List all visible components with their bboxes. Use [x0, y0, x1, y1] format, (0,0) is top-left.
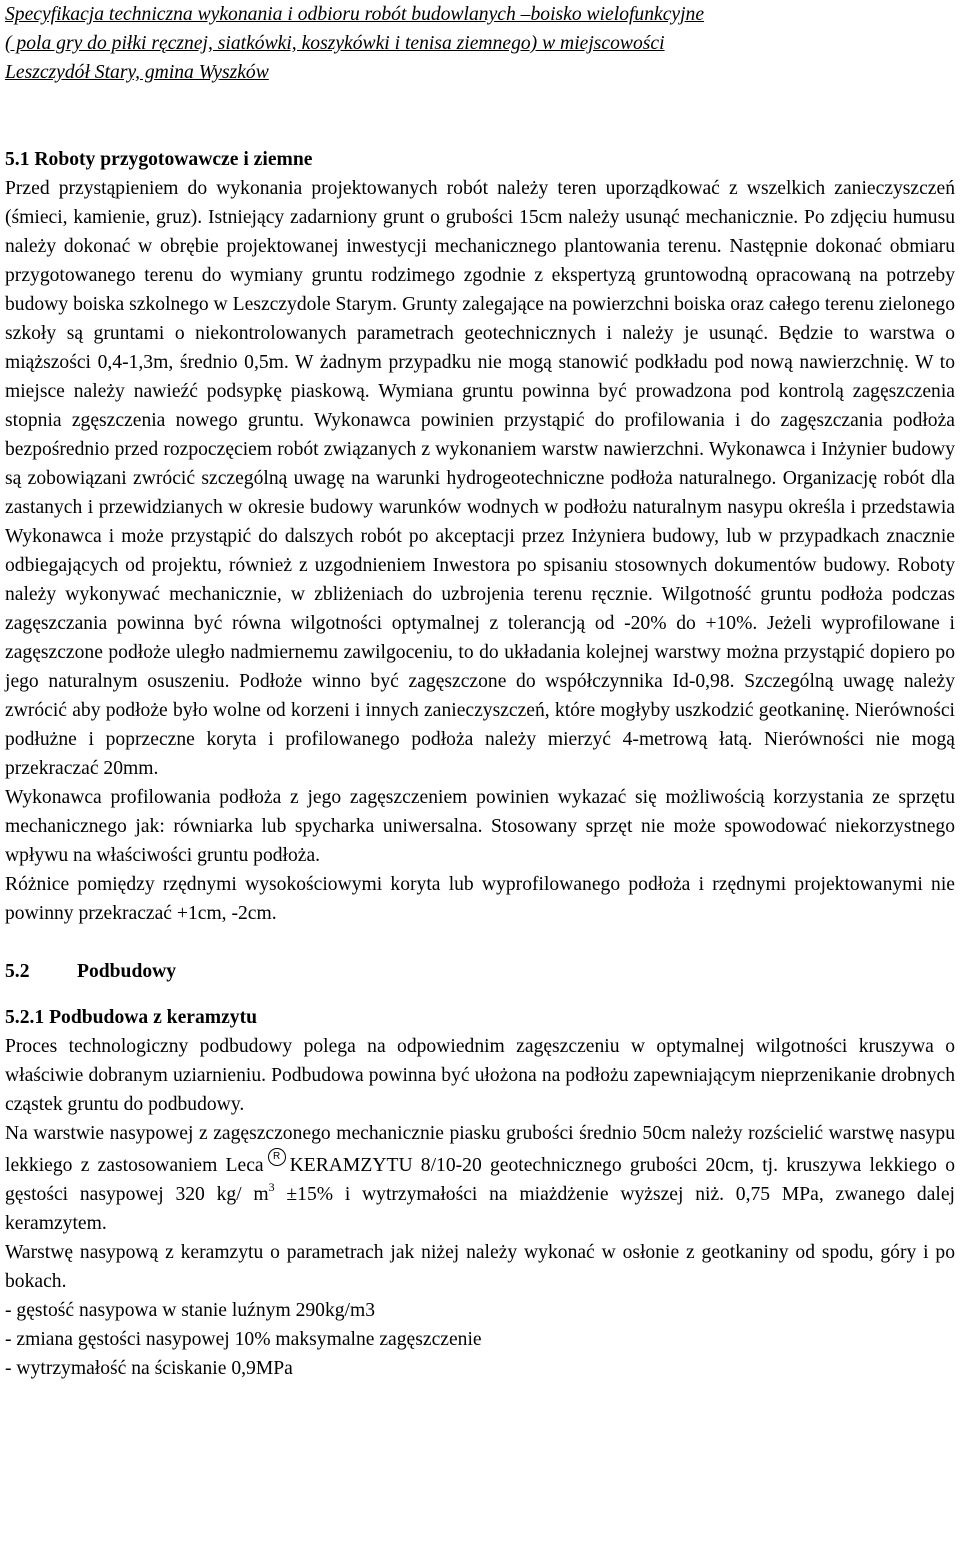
- header-line-3: Leszczydół Stary, gmina Wyszków: [5, 62, 269, 83]
- paragraph-2-part-b: KERAMZYTU 8/10-20 geotechnicznego grubości 20cm, tj. kruszywa lekkiego o gęstości nasypowej 320 kg/ m: [5, 1155, 955, 1205]
- document-page: [5, 0, 955, 1383]
- header-line-1: Specyfikacja techniczna wykonania i odbioru robót budowlanych –boisko wielofunkcyjne: [5, 4, 705, 25]
- section-5-2-1-paragraph-2: [5, 1119, 955, 1238]
- registered-mark-icon: R: [268, 1148, 286, 1166]
- section-5-2-1-heading: 5.2.1 Podbudowa z keramzytu: [5, 1007, 258, 1028]
- section-5-1-paragraph-3: Różnice pomiędzy rzędnymi wysokościowymi koryta lub wyprofilowanego podłoża i rzędnymi projektowanymi nie powinny przekraczać +1cm, -2cm.: [5, 874, 955, 924]
- paragraph-2-part-a: Na warstwie nasypowej z zagęszczonego mechanicznie piasku grubości średnio 50cm należy rozścielić warstwę nasypu lekkiego z zastosowaniem Leca: [5, 1123, 955, 1176]
- section-5-2-number: 5.2: [5, 961, 30, 982]
- document-header: [5, 0, 955, 87]
- section-5-2-heading: [5, 957, 955, 986]
- header-line-2: ( pola gry do piłki ręcznej, siatkówki, koszykówki i tenisa ziemnego) w miejscowości: [5, 33, 665, 54]
- section-5-2-1-paragraph-3: Warstwę nasypową z keramzytu o parametrach jak niżej należy wykonać w osłonie z geotkaniny od spodu, góry i po bokach.: [5, 1242, 955, 1292]
- list-item: - wytrzymałość na ściskanie 0,9MPa: [5, 1358, 293, 1379]
- section-5-1-paragraph-2: Wykonawca profilowania podłoża z jego zagęszczeniem powinien wykazać się możliwością korzystania ze sprzętu mechanicznego jak: równiarka lub spycharka uniwersalna. Stosowany sprzęt nie może spowodować niekorzystnego wpływu na właściwości gruntu podłoża.: [5, 787, 955, 866]
- list-item: - zmiana gęstości nasypowej 10% maksymalne zagęszczenie: [5, 1329, 482, 1350]
- section-5-1-heading: 5.1 Roboty przygotowawcze i ziemne: [5, 149, 313, 170]
- section-5-2-1-paragraph-1: Proces technologiczny podbudowy polega na odpowiednim zagęszczeniu w optymalnej wilgotności kruszywa o właściwie dobranym uziarnieniu. Podbudowa powinna być ułożona na podłożu zapewniającym nieprzenikanie drobnych cząstek gruntu do podbudowy.: [5, 1036, 955, 1115]
- section-5-1-paragraph-1: Przed przystąpieniem do wykonania projektowanych robót należy teren uporządkować z wszelkich zanieczyszczeń (śmieci, kamienie, gruz). Istniejący zadarniony grunt o grubości 15cm należy usunąć mechanicznie. Po zdjęciu humusu należy dokonać w obrębie projektowanej inwestycji mechanicznego plantowania terenu. Następnie dokonać obmiaru przygotowanego terenu do wymiany gruntu rodzimego zgodnie z ekspertyzą gruntowodną opracowaną na potrzeby budowy boiska szkolnego w Leszczydole Starym. Grunty zalegające na powierzchni boiska oraz całego terenu zielonego szkoły są gruntami o niekontrolowanych parametrach geotechnicznych i należy je usunąć. Będzie to warstwa o miąższości 0,4-1,3m, średnio 0,5m. W żadnym przypadku nie mogą stanowić podkładu pod nową nawierzchnię. W to miejsce należy nawieźć podsypkę piaskową. Wymiana gruntu powinna być prowadzona pod kontrolą zagęszczenia stopnia zgęszczenia nowego gruntu. Wykonawca powinien przystąpić do profilowania i do zagęszczania podłoża bezpośrednio przed rozpoczęciem robót związanych z wykonaniem warstw nawierzchni. Wykonawca i Inżynier budowy są zobowiązani zwrócić szczególną uwagę na warunki hydrogeotechniczne podłoża naturalnego. Organizację robót dla zastanych i przewidzianych w okresie budowy warunków wodnych w podłożu naturalnym nasypu określa i przedstawia Wykonawca i może przystąpić do dalszych robót po akceptacji przez Inżyniera budowy, lub w przypadkach znacznie odbiegających od projektu, również z uzgodnieniem Inwestora po spisaniu stosownych dokumentów budowy. Roboty należy wykonywać mechanicznie, w zbliżeniach do uzbrojenia terenu ręcznie. Wilgotność gruntu podłoża podczas zagęszczania powinna być równa wilgotności optymalnej z tolerancją od -20% do +10%. Jeżeli wyprofilowane i zagęszczone podłoże uległo nadmiernemu zawilgoceniu, to do układania kolejnej warstwy można przystąpić dopiero po jego naturalnym osuszeniu. Podłoże winno być zagęszczone do współczynnika Id-0,98. Szczególną uwagę należy zwrócić aby podłoże było wolne od korzeni i innych zanieczyszczeń, które mogłyby uszkodzić geotkaninę. Nierówności podłużne i poprzeczne koryta i profilowanego podłoża należy mierzyć 4-metrową łatą. Nierówności nie mogą przekraczać 20mm.: [5, 178, 955, 779]
- section-5-2-title: Podbudowy: [77, 961, 177, 982]
- list-item: - gęstość nasypowa w stanie luźnym 290kg/m3: [5, 1300, 376, 1321]
- superscript-3: 3: [268, 1180, 275, 1194]
- parameter-list: [5, 1296, 955, 1383]
- paragraph-2-part-c: ±15% i wytrzymałości na miażdżenie wyższej niż. 0,75 MPa, zwanego dalej keramzytem.: [5, 1184, 955, 1234]
